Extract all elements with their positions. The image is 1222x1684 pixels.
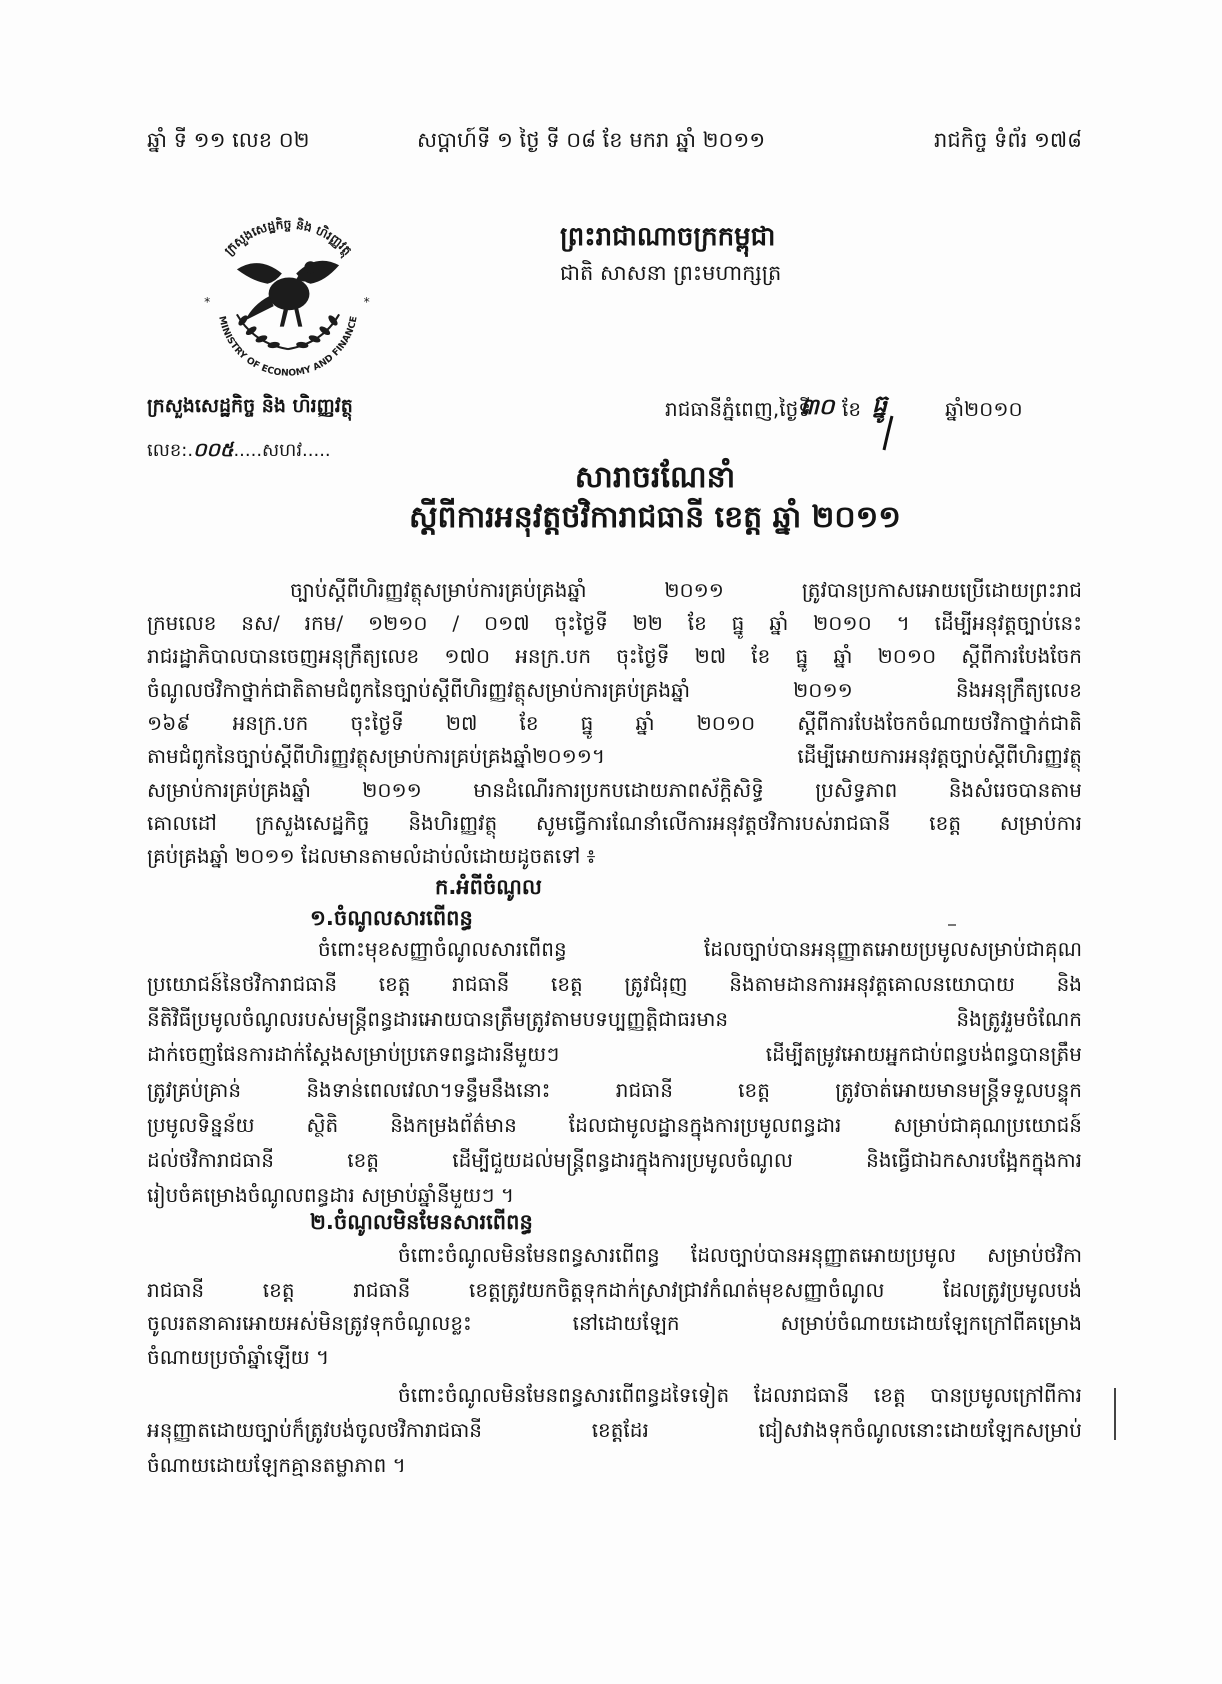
subsection-heading-non-tax-revenue: ២.ចំណូលមិនមែនសារពើពន្ធ xyxy=(310,1210,533,1234)
reference-handwritten-number: ០០៥ xyxy=(193,439,234,461)
date-month-label: ខែ xyxy=(842,397,862,421)
intro-line: គោលដៅ ក្រសួងសេដ្ឋកិច្ច និងហិរញ្ញវត្ថុ សូមធ្វើការណែនាំលើការអនុវត្តថវិការបស់រាជធានី ខេត្ត សម្រាប់ការ xyxy=(147,811,1082,835)
document-subtitle: ស្តីពីការអនុវត្តថវិការាជធានី ខេត្ត ឆ្នាំ ២០១១ xyxy=(408,500,902,535)
non-tax-revenue-line: ចំណាយប្រចាំឆ្នាំឡើយ ។ xyxy=(147,1345,330,1369)
scan-artifact-line xyxy=(1114,1388,1116,1440)
reference-label: លេខ:. xyxy=(147,440,194,461)
handwritten-stroke-icon xyxy=(868,414,908,454)
section-heading-revenue: ក.អំពីចំណូល xyxy=(435,875,542,899)
kingdom-name: ព្រះរាជាណាចក្រកម្ពុជា xyxy=(560,222,776,252)
ministry-seal-logo xyxy=(196,206,380,390)
tax-revenue-line: រៀបចំគម្រោងចំណូលពន្ធដារ សម្រាប់ឆ្នាំនីមួយៗ ។ xyxy=(147,1183,515,1207)
svg-text:MINISTRY OF ECONOMY AND FINANC xyxy=(216,315,359,379)
bird-emblem-icon xyxy=(237,261,339,327)
seal-khmer-ring-text: ក្រសួងសេដ្ឋកិច្ច និង ហិរញ្ញវត្ថុ xyxy=(221,217,355,258)
non-tax-revenue-line: រាជធានី ខេត្ត រាជធានី ខេត្តត្រូវយកចិត្តទុកដាក់ស្រាវជ្រាវកំណត់មុខសញ្ញាចំណូល ដែលត្រូវប្រមូលបង់ xyxy=(147,1278,1082,1302)
seal-star-left-icon: * xyxy=(204,295,211,310)
date-prefix: រាជធានីភ្នំពេញ,ថ្ងៃទី xyxy=(665,397,812,421)
svg-text:ក្រសួងសេដ្ឋកិច្ច និង ហិរញ្ញវត្ xyxy=(222,217,355,260)
other-non-tax-revenue-line: អនុញ្ញាតដោយច្បាប់ក៏ត្រូវបង់ចូលថវិការាជធានី ខេត្តដែរ ជៀសវាងទុកចំណូលនោះដោយឡែកសម្រាប់ xyxy=(147,1418,1082,1442)
non-tax-revenue-line: ចំពោះចំណូលមិនមែនពន្ធសារពើពន្ធ ដែលច្បាប់បានអនុញ្ញាតអោយប្រមូល សម្រាប់ថវិកា xyxy=(398,1243,1082,1267)
gazette-page-number: រាជកិច្ច ទំព័រ ១៧៨ xyxy=(934,128,1082,152)
reference-suffix: .....សហវ..... xyxy=(233,440,331,461)
gazette-week: សប្តាហ៍ទី ១ ថ្ងៃ ទី ០៨ ខែ មករា ឆ្នាំ ២០១១ xyxy=(417,128,766,152)
intro-line: ចំណូលថវិកាថ្នាក់ជាតិតាមជំពូកនៃច្បាប់ស្តីពីហិរញ្ញវត្ថុសម្រាប់ការគ្រប់គ្រងឆ្នាំ ២០១១ និងអនុក្រឹត្យលេខ xyxy=(147,678,1082,702)
date-year: ឆ្នាំ២០១០ xyxy=(945,397,1023,421)
intro-line: ច្បាប់ស្តីពីហិរញ្ញវត្ថុសម្រាប់ការគ្រប់គ្រងឆ្នាំ ២០១១ ត្រូវបានប្រកាសអោយប្រើដោយព្រះរាជ xyxy=(290,578,1082,602)
subsection-heading-tax-revenue: ១.ចំណូលសារពើពន្ធ xyxy=(310,906,473,930)
other-non-tax-revenue-line: ចំពោះចំណូលមិនមែនពន្ធសារពើពន្ធដទៃទៀត ដែលរាជធានី ខេត្ត បានប្រមូលក្រៅពីការ xyxy=(398,1383,1082,1407)
date-handwritten-month: ធ្នូ xyxy=(872,389,888,418)
non-tax-revenue-line: ចូលរតនាគារអោយអស់មិនត្រូវទុកចំណូលខ្លះ នៅដោយឡែក សម្រាប់ចំណាយដោយឡែកក្រៅពីគម្រោង xyxy=(147,1311,1082,1335)
tax-revenue-line: ត្រូវគ្រប់គ្រាន់ និងទាន់ពេលវេលា។ទន្ទឹមនឹងនោះ រាជធានី ខេត្ត ត្រូវចាត់អោយមានមន្ត្រីទទួលបន្ទុក xyxy=(147,1078,1082,1102)
ministry-name: ក្រសួងសេដ្ឋកិច្ច និង ហិរញ្ញវត្ថុ xyxy=(147,395,353,417)
tax-revenue-line: នីតិវិធីប្រមូលចំណូលរបស់មន្ត្រីពន្ធដារអោយបានត្រឹមត្រូវតាមបទប្បញ្ញត្តិជាធរមាន និងត្រូវរួមចំណែក xyxy=(147,1007,1082,1031)
tax-revenue-line: ដាក់ចេញផែនការដាក់ស្តែងសម្រាប់ប្រភេទពន្ធដារនីមួយៗ ដើម្បីតម្រូវអោយអ្នកជាប់ពន្ធបង់ពន្ធបានត្រឹម xyxy=(147,1042,1082,1066)
intro-line: តាមជំពូកនៃច្បាប់ស្តីពីហិរញ្ញវត្ថុសម្រាប់ការគ្រប់គ្រងឆ្នាំ២០១១។ ដើម្បីអោយការអនុវត្តច្បាប់ស្តីពីហិរញ្ញវត្ថុ xyxy=(147,744,1082,768)
intro-line: ក្រមលេខ នស/ រកម/ ១២១០ / ០១៧ ចុះថ្ងៃទី ២២ ខែ ធ្នូ ឆ្នាំ ២០១០ ។ ដើម្បីអនុវត្តច្បាប់នេះ xyxy=(147,611,1082,635)
tax-revenue-line: ចំពោះមុខសញ្ញាចំណូលសារពើពន្ធ ដែលច្បាប់បានអនុញ្ញាតអោយប្រមូលសម្រាប់ជាគុណ xyxy=(318,937,1082,961)
gazette-issue: ឆ្នាំ ទី ១១ លេខ ០២ xyxy=(147,128,310,152)
date-handwritten-day: ៣០ xyxy=(800,394,835,420)
seal-english-ring-text: MINISTRY OF ECONOMY AND FINANCE xyxy=(216,315,360,379)
tax-revenue-line: ប្រមូលទិន្នន័យ ស្ថិតិ និងកម្រងព័ត៌មាន ដែលជាមូលដ្ឋានក្នុងការប្រមូលពន្ធដារ សម្រាប់ជាគុណប្រយោជន៍ xyxy=(147,1113,1082,1137)
document-title: សារាចរណែនាំ xyxy=(574,460,736,495)
tax-revenue-line: ប្រយោជន៍នៃថវិការាជធានី ខេត្ត រាជធានី ខេត្ត ត្រូវជំរុញ និងតាមដានការអនុវត្តគោលនយោបាយ និង xyxy=(147,972,1082,996)
other-non-tax-revenue-line: ចំណាយដោយឡែកគ្មានតម្លាភាព ។ xyxy=(147,1453,406,1477)
intro-line: គ្រប់គ្រងឆ្នាំ ២០១១ ដែលមានតាមលំដាប់លំដោយដូចតទៅ ៖ xyxy=(147,844,596,868)
intro-line: ១៦៩ អនក្រ.បក ចុះថ្ងៃទី ២៧ ខែ ធ្នូ ឆ្នាំ ២០១០ ស្តីពីការបែងចែកចំណាយថវិកាថ្នាក់ជាតិ xyxy=(147,711,1082,735)
intro-line: រាជរដ្ឋាភិបាលបានចេញអនុក្រឹត្យលេខ ១៧០ អនក្រ.បក ចុះថ្ងៃទី ២៧ ខែ ធ្នូ ឆ្នាំ ២០១០ ស្តីពីការបែងចែក xyxy=(147,644,1082,668)
kingdom-motto: ជាតិ សាសនា ព្រះមហាក្សត្រ xyxy=(560,261,782,285)
tax-revenue-line: ដល់ថវិការាជធានី ខេត្ត ដើម្បីជួយដល់មន្ត្រីពន្ធដារក្នុងការប្រមូលចំណូល និងធ្វើជាឯកសារបង្អែកក្នុងការ xyxy=(147,1148,1082,1172)
seal-star-right-icon: * xyxy=(363,295,370,310)
scan-artifact-dash xyxy=(948,924,956,926)
intro-line: សម្រាប់ការគ្រប់គ្រងឆ្នាំ ២០១១ មានដំណើរការប្រកបដោយភាពស័ក្តិសិទ្ធិ ប្រសិទ្ធភាព និងសំរេចបានតាម xyxy=(147,778,1082,802)
laurel-wreath-icon xyxy=(237,314,340,349)
